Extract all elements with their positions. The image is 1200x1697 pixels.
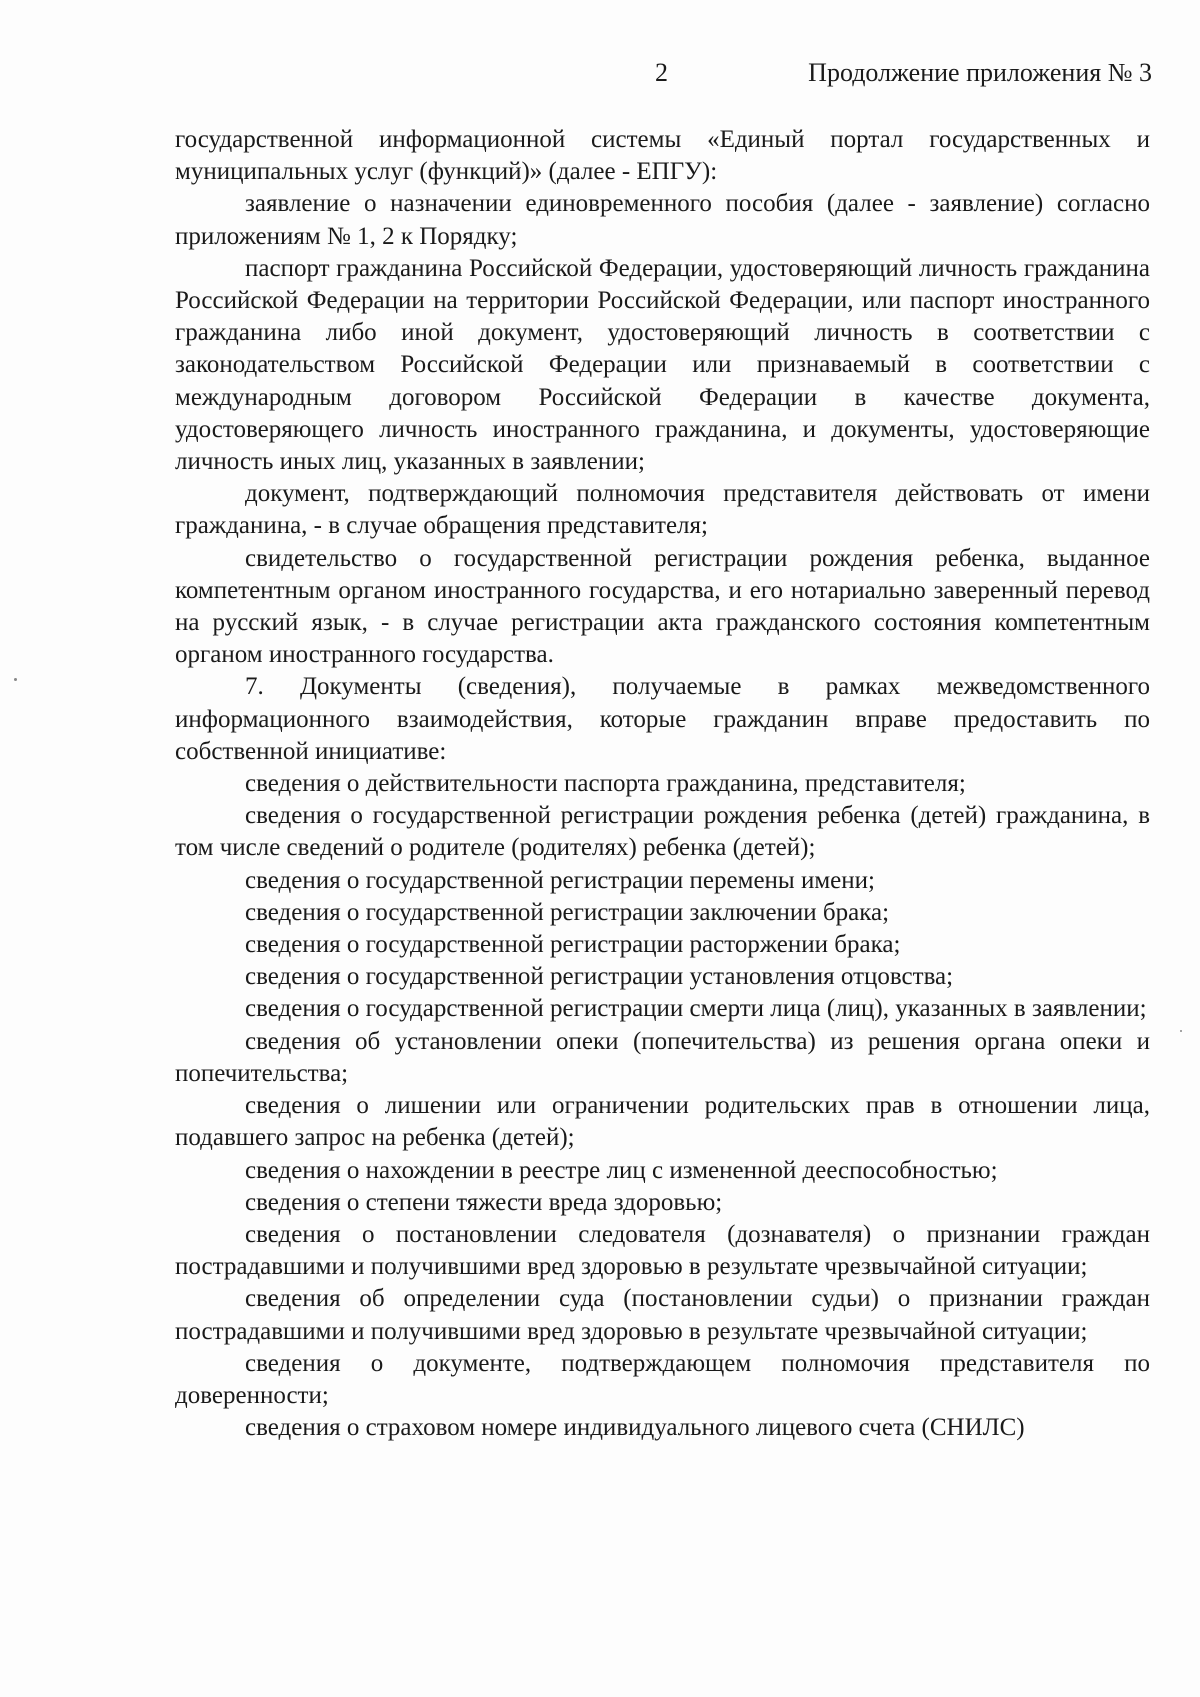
paragraph-epgu-continuation: государственной информационной системы «Единый портал государственных и муниципальных услуг (функций)» (далее - ЕПГУ): xyxy=(175,126,1150,186)
list-item-passport-validity: сведения о действительности паспорта гражданина, представителя; xyxy=(245,770,966,798)
paragraph-application: заявление о назначении единовременного пособия (далее - заявление) согласно приложениям № 1, 2 к Порядку; xyxy=(175,190,1150,250)
list-item-power-of-attorney: сведения о документе, подтверждающем полномочия представителя по доверенности; xyxy=(175,1349,1150,1409)
appendix-continuation-label: Продолжение приложения № 3 xyxy=(808,58,1152,87)
list-item-capacity-registry: сведения о нахождении в реестре лиц с измененной дееспособностью; xyxy=(245,1156,998,1184)
paragraph-passport: паспорт гражданина Российской Федерации, удостоверяющий личность гражданина Российской Федерации на территории Российской Федерации, или паспорт иностранного гражданина либо иной документ, удостоверяющий личность в соответствии с законодательством Российской Федерации или признаваемый в соответствии с международным договором Российской Федерации в качестве документа, удостоверяющего личность иностранного гражданина, и документы, удостоверяющие личность иных лиц, указанных в заявлении; xyxy=(175,254,1150,476)
list-item-snils: сведения о страховом номере индивидуального лицевого счета (СНИЛС) xyxy=(245,1414,1025,1442)
document-body xyxy=(175,124,1150,1444)
list-item-death: сведения о государственной регистрации смерти лица (лиц), указанных в заявлении; xyxy=(245,995,1147,1023)
list-item-court-ruling: сведения об определении суда (постановлении судьи) о признании граждан пострадавшими и получившими вред здоровью в результате чрезвычайной ситуации; xyxy=(175,1285,1150,1345)
scan-speck xyxy=(14,678,17,681)
list-item-divorce: сведения о государственной регистрации расторжении брака; xyxy=(245,931,901,959)
list-item-paternity: сведения о государственной регистрации установления отцовства; xyxy=(245,963,954,991)
list-item-investigator-resolution: сведения о постановлении следователя (дознавателя) о признании граждан пострадавшими и получившими вред здоровью в результате чрезвычайной ситуации; xyxy=(175,1220,1150,1281)
list-item-guardianship: сведения об установлении опеки (попечительства) из решения органа опеки и попечительства; xyxy=(175,1027,1150,1087)
list-item-health-harm: сведения о степени тяжести вреда здоровью; xyxy=(245,1188,723,1216)
paragraph-representative-document: документ, подтверждающий полномочия представителя действовать от имени гражданина, - в случае обращения представителя; xyxy=(175,480,1150,540)
list-item-birth-registration: сведения о государственной регистрации рождения ребенка (детей) гражданина, в том числе сведений о родителе (родителях) ребенка (детей); xyxy=(175,802,1150,862)
page-header xyxy=(0,58,1200,98)
page-number: 2 xyxy=(655,58,668,87)
paragraph-section-7: 7. Документы (сведения), получаемые в рамках межведомственного информационного взаимодействия, которые гражданин вправе предоставить по собственной инициативе: xyxy=(175,673,1150,765)
scan-speck xyxy=(1180,1030,1182,1032)
list-item-marriage: сведения о государственной регистрации заключении брака; xyxy=(245,898,890,926)
list-item-name-change: сведения о государственной регистрации перемены имени; xyxy=(245,866,875,894)
list-item-parental-rights: сведения о лишении или ограничении родительских прав в отношении лица, подавшего запрос на ребенка (детей); xyxy=(175,1092,1150,1152)
paragraph-birth-certificate: свидетельство о государственной регистрации рождения ребенка, выданное компетентным органом иностранного государства, и его нотариально заверенный перевод на русский язык, - в случае регистрации акта гражданского состояния компетентным органом иностранного государства. xyxy=(175,544,1150,669)
